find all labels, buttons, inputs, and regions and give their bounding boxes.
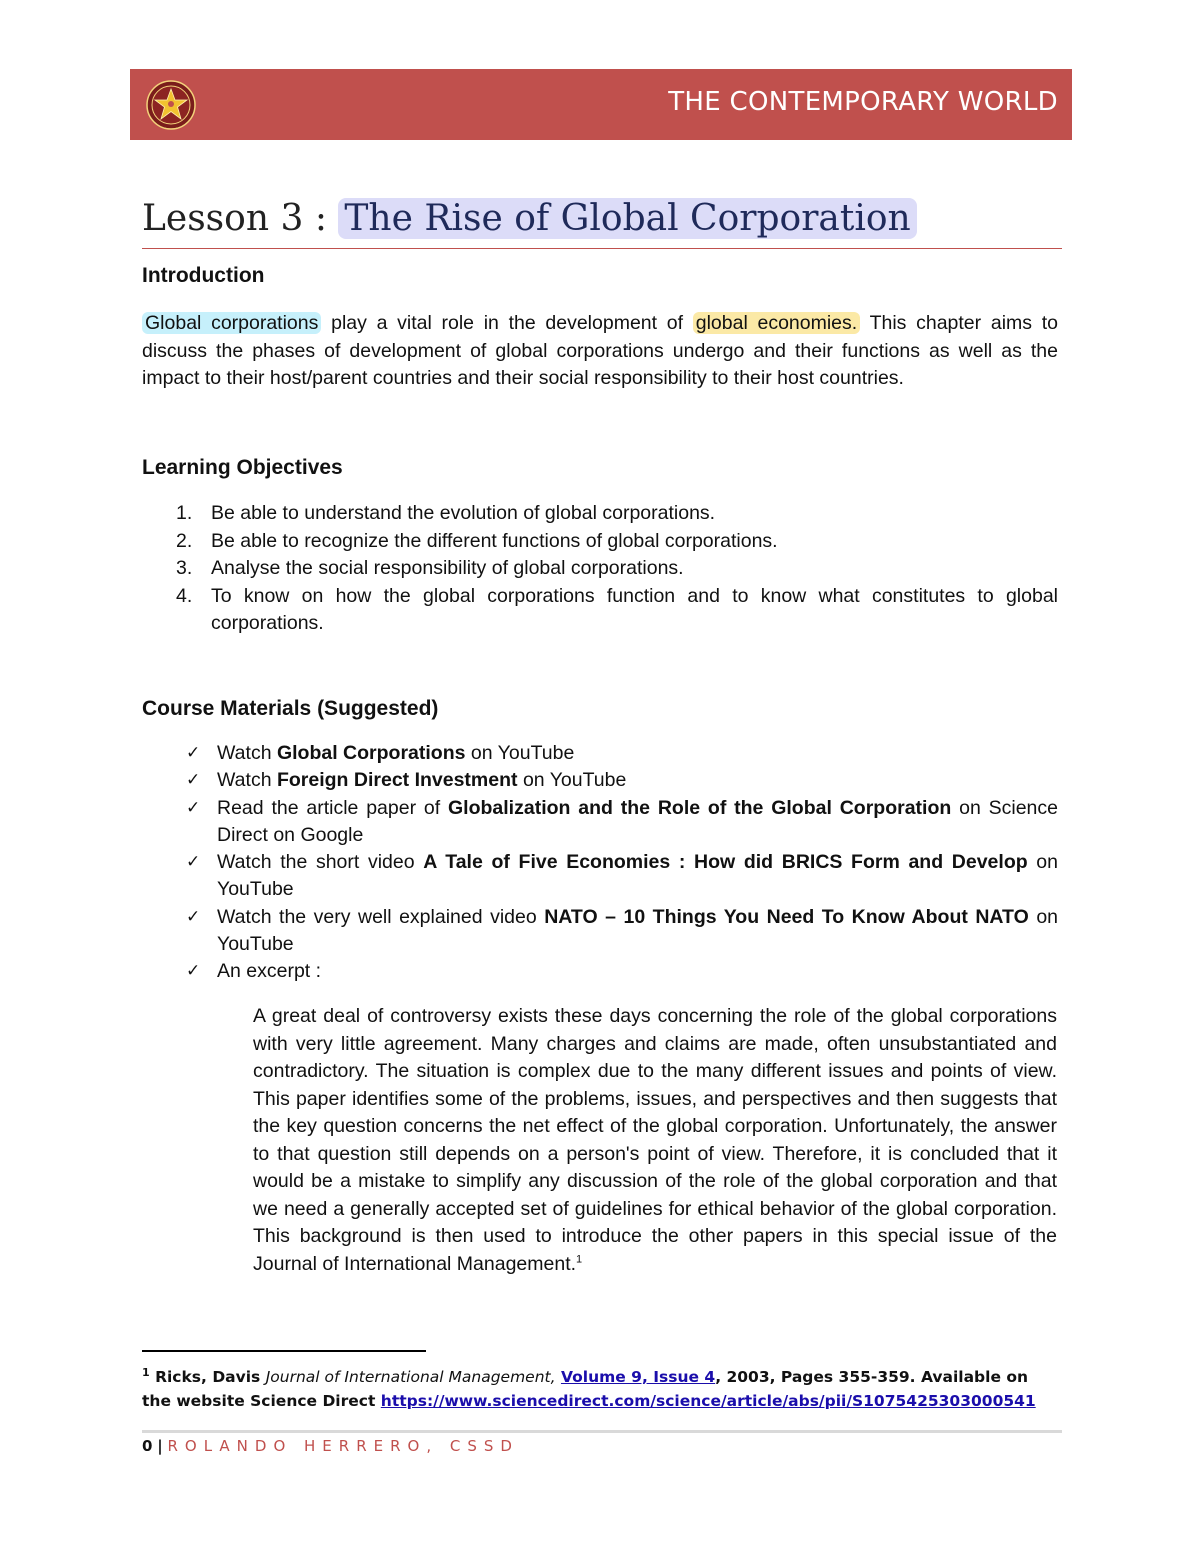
checkmark-icon: ✓ <box>186 743 201 763</box>
item-text: Watch <box>217 742 272 764</box>
footnote-journal: Journal of International Management, <box>265 1368 556 1386</box>
item-text: on YouTube <box>522 769 627 792</box>
page-title <box>142 198 1062 239</box>
list-item <box>186 904 1058 959</box>
excerpt-block <box>253 1003 1057 1278</box>
list-item-text: Be able to recognize the different functions of global corporations. <box>211 529 778 552</box>
footnote-volume-link[interactable]: Volume 9, Issue 4 <box>560 1368 716 1386</box>
list-item-text: Analyse the social responsibility of global corporations. <box>211 557 684 579</box>
highlight-global-corporations: Global corporations <box>142 312 321 334</box>
checkmark-icon: ✓ <box>186 906 201 927</box>
item-text: Watch the very well explained video <box>217 905 537 928</box>
lesson-separator: : <box>314 198 327 239</box>
item-text: on YouTube <box>217 905 1059 956</box>
list-number: 2. <box>176 529 193 552</box>
item-text: on YouTube <box>470 742 575 764</box>
list-item <box>186 849 1058 904</box>
excerpt-text: A great deal of controversy exists these days concerning the role of the global corporations with very little agreement. Many charges and claims are made, often unsubstantiated and contradictory. The situation is complex due to the many different issues and points of view. This paper identifies some of the problems, issues, and perspectives and then suggests that the key question concerns the net effect of the global corporation. Unfortunately, the answer to that question still depends on a person's point of view. Therefore, it is concluded that it would be a mistake to simplify any discussion of the role of the global corporation and that we need a generally accepted set of guidelines for ethical behavior of the global corporation. This background is then used to introduce the other papers in this special issue of the Journal of International Management. <box>253 1005 1057 1275</box>
intro-text-1: play a vital role in the development of <box>331 312 684 334</box>
footnote-authors: Ricks, Davis <box>155 1368 261 1386</box>
item-bold-title: Foreign Direct Investment <box>276 769 518 792</box>
list-item <box>186 740 1058 767</box>
introduction-heading: Introduction <box>142 264 265 287</box>
checkmark-icon: ✓ <box>186 852 201 873</box>
checkmark-icon: ✓ <box>186 770 201 791</box>
footnote-divider <box>142 1350 426 1352</box>
highlight-global-economies: global economies. <box>693 312 860 334</box>
item-text: on YouTube <box>217 851 1058 901</box>
university-seal-icon <box>146 80 196 130</box>
list-number: 4. <box>176 584 193 607</box>
intro-text-2: This chapter aims to discuss the phases of development of global corporations undergo and their functions as well as the impact to their host/parent countries and their social responsibility to their host countries. <box>142 312 1058 389</box>
introduction-paragraph <box>142 310 1058 393</box>
item-bold-title: NATO – 10 Things You Need To Know About NATO <box>544 905 1029 928</box>
item-text: Watch the short video <box>217 851 415 874</box>
footnote-marker: 1 <box>142 1365 150 1379</box>
item-text: Watch <box>217 769 272 792</box>
list-item <box>176 583 1058 638</box>
footnote-url-link[interactable]: https://www.sciencedirect.com/science/article/abs/pii/S1075425303000541 <box>380 1392 1036 1410</box>
objectives-list <box>176 500 1058 638</box>
footer-author: ROLANDO HERRERO, CSSD <box>167 1437 519 1455</box>
list-item-text: Be able to understand the evolution of global corporations. <box>211 502 716 524</box>
objectives-heading: Learning Objectives <box>142 456 343 479</box>
footer-divider <box>142 1430 1062 1433</box>
title-divider <box>142 248 1062 249</box>
header-title: THE CONTEMPORARY WORLD <box>668 87 1058 117</box>
list-number: 3. <box>176 557 193 579</box>
page-footer <box>142 1437 519 1455</box>
materials-heading: Course Materials (Suggested) <box>142 697 439 720</box>
lesson-prefix: Lesson 3 <box>142 198 304 239</box>
footnote <box>142 1365 1062 1413</box>
item-bold-title: Global Corporations <box>276 742 466 764</box>
list-item <box>176 528 1058 556</box>
item-text: on Science Direct on Google <box>217 796 1058 846</box>
list-item <box>186 767 1058 794</box>
list-item <box>186 795 1058 850</box>
lesson-title-text: The Rise of Global Corporation <box>338 198 916 239</box>
item-text: Read the article paper of <box>217 796 441 819</box>
list-item <box>176 555 1058 583</box>
list-item-text: To know on how the global corporations function and to know what constitutes to global corporations. <box>211 584 1058 634</box>
item-text: An excerpt : <box>217 960 322 983</box>
list-item <box>186 958 1058 985</box>
item-bold-title: A Tale of Five Economies : How did BRICS Form and Develop <box>423 851 1028 874</box>
checkmark-icon: ✓ <box>186 961 201 982</box>
footnote-details: , 2003, Pages 355-359. Available on the website Science Direct <box>142 1368 1029 1410</box>
checkmark-icon: ✓ <box>186 797 201 818</box>
footnote-reference: 1 <box>576 1253 583 1265</box>
header-band <box>130 69 1072 140</box>
materials-list <box>186 740 1058 986</box>
page-number: 0 <box>142 1437 153 1455</box>
item-bold-title: Globalization and the Role of the Global Corporation <box>448 796 952 819</box>
list-item <box>176 500 1058 528</box>
footer-separator: | <box>157 1437 163 1455</box>
list-number: 1. <box>176 502 193 524</box>
